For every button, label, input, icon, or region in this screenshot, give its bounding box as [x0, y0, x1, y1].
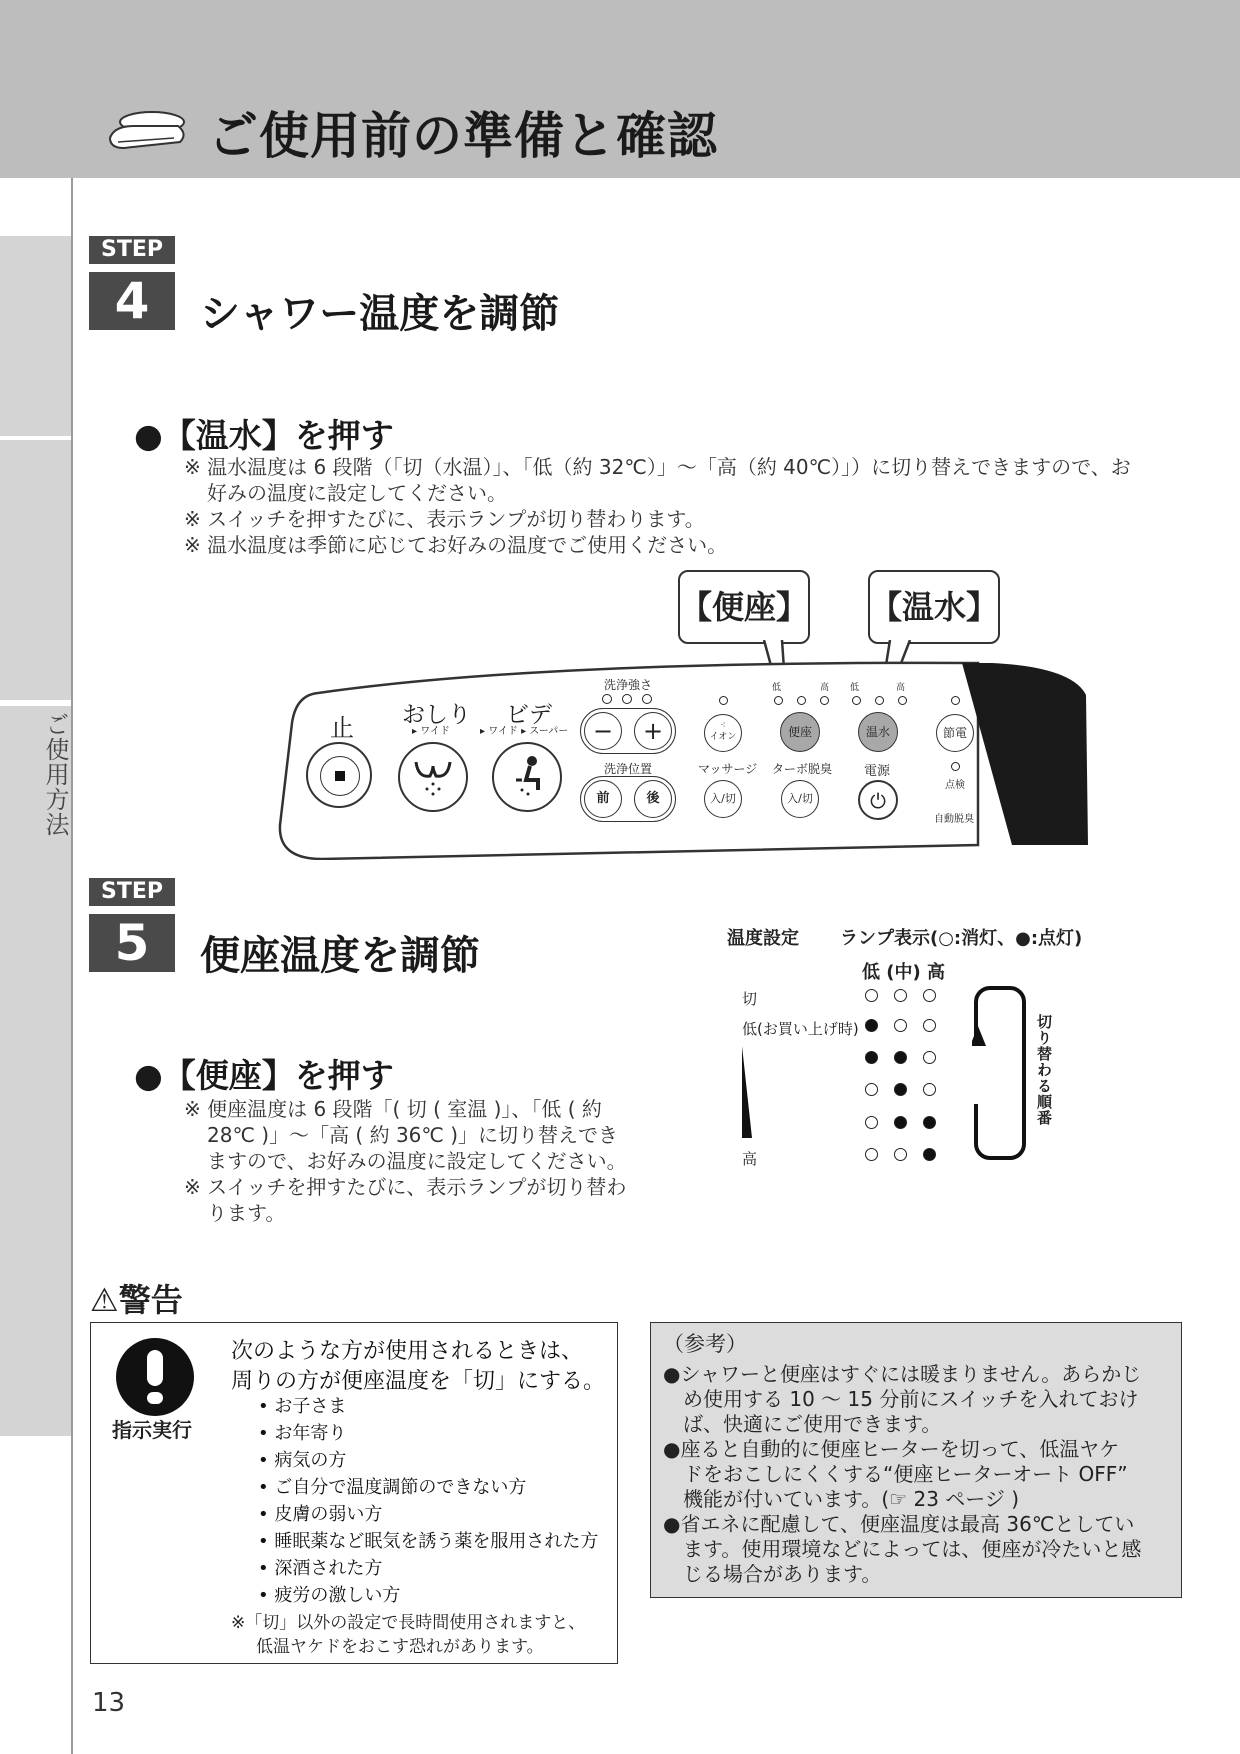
strength-lamp [642, 694, 652, 704]
lamp-display-header: ランプ表示(○:消灯、●:点灯) [840, 928, 1083, 949]
bidet-sub-label: ▸ ワイド ▸ スーパー [480, 726, 569, 737]
note-line: ※ スイッチを押すたびに、表示ランプが切り替わります。 [184, 507, 705, 531]
lamp-on [865, 1051, 878, 1064]
strength-minus-button[interactable]: − [584, 712, 622, 750]
turbo-button[interactable]: 入/切 [781, 780, 819, 818]
ion-icon: ⁖ [720, 721, 726, 731]
strength-lamp [622, 694, 632, 704]
row-label-low: 低(お買い上げ時) [742, 1020, 859, 1038]
lamp-off [865, 989, 878, 1002]
position-label: 洗浄位置 [604, 762, 653, 776]
reference-line: 機能が付いています。(☞ 23 ページ ) [663, 1487, 1020, 1511]
switch-order-label: 切り替わる順番 [1035, 1014, 1053, 1126]
lamp-off [865, 1083, 878, 1096]
note-line: ※ 温水温度は季節に応じてお好みの温度でご使用ください。 [184, 533, 728, 557]
onsui-lamp [898, 696, 907, 705]
reference-line: じる場合があります。 [663, 1562, 882, 1586]
warning-lead: 次のような方が使用されるときは、 [231, 1339, 584, 1364]
warning-note: 低温ヤケドをおこす恐れがあります。 [256, 1637, 544, 1657]
check-label: 点検 [945, 780, 965, 791]
benza-lamp [797, 696, 806, 705]
reference-line: ドをおこしにくくする“便座ヒーターオート OFF” [663, 1462, 1128, 1486]
lamp-on [894, 1116, 907, 1129]
strength-label: 洗浄強さ [604, 678, 653, 692]
lamp-off [923, 1051, 936, 1064]
lamp-off [894, 989, 907, 1002]
lamp-column-labels: 低 (中) 高 [862, 962, 945, 983]
benza-callout: 【便座】 [678, 570, 810, 644]
benza-high-label: 高 [820, 683, 830, 693]
power-icon: ⏻ [870, 789, 886, 813]
warning-list-item: • 皮膚の弱い方 [258, 1504, 383, 1525]
warning-list-item: • ご自分で温度調節のできない方 [258, 1477, 527, 1498]
note-line: ※ スイッチを押すたびに、表示ランプが切り替わ [184, 1175, 627, 1199]
note-line: ※ 温水温度は 6 段階（「切（水温）」、「低（約 32℃）」～「高（約 40℃）」）に切り替えできますので、お [184, 455, 1131, 479]
note-line: ※ 便座温度は 6 段階「( 切 ( 室温 )」、「低 ( 約 [184, 1097, 602, 1121]
step-number: 4 [89, 272, 175, 330]
lamp-on [923, 1116, 936, 1129]
step-title: 便座温度を調節 [200, 933, 480, 979]
strength-lamp [602, 694, 612, 704]
warning-title: ⚠警告 [90, 1281, 183, 1319]
lamp-off [923, 1019, 936, 1032]
warning-list-item: • 疲労の激しい方 [258, 1585, 401, 1606]
lamp-on [894, 1051, 907, 1064]
warning-list-item: • お年寄り [258, 1423, 347, 1444]
warning-list-item: • お子さま [258, 1396, 347, 1417]
onsui-high-label: 高 [896, 683, 906, 693]
oshiri-wash-icon [410, 756, 456, 798]
lamp-off [865, 1116, 878, 1129]
reference-line: ●シャワーと便座はすぐには暖まりません。あらかじ [663, 1362, 1142, 1386]
note-line: 好みの温度に設定してください。 [207, 481, 507, 505]
lamp-off [923, 1083, 936, 1096]
stop-icon [335, 771, 345, 781]
bidet-label: ビデ [506, 702, 552, 728]
reference-title: （参考） [663, 1332, 747, 1356]
side-tab [0, 440, 71, 700]
reference-line: ば、快適にご使用できます。 [663, 1412, 942, 1436]
page-number: 13 [92, 1688, 126, 1718]
oshiri-button[interactable] [398, 742, 468, 812]
lamp-on [865, 1019, 878, 1032]
onsui-button[interactable]: 温水 [858, 712, 898, 752]
warning-list-item: • 睡眠薬など眠気を誘う薬を服用された方 [258, 1531, 599, 1552]
power-label: 電源 [864, 764, 891, 779]
bidet-wash-icon [508, 754, 550, 800]
toilet-seat-icon [104, 108, 190, 156]
step-number: 5 [89, 914, 175, 972]
control-panel [272, 655, 1092, 860]
row-label-off: 切 [742, 990, 758, 1008]
lamp-off [923, 989, 936, 1002]
lamp-off [894, 1019, 907, 1032]
check-lamp [951, 762, 960, 771]
benza-low-label: 低 [772, 683, 782, 693]
bidet-button[interactable] [492, 742, 562, 812]
side-section-label: ご使用方法 [41, 712, 69, 837]
cycle-arrow [972, 984, 1032, 1164]
benza-lamp [774, 696, 783, 705]
onsui-low-label: 低 [850, 683, 860, 693]
reference-line: ●座ると自動的に便座ヒーターを切って、低温ヤケ [663, 1437, 1120, 1461]
lamp-off [894, 1148, 907, 1161]
lamp-on [894, 1083, 907, 1096]
reference-line: め使用する 10 ～ 15 分前にスイッチを入れておけ [663, 1387, 1139, 1411]
oshiri-label: おしり [402, 702, 471, 728]
increase-wedge [740, 1044, 762, 1140]
benza-button[interactable]: 便座 [780, 712, 820, 752]
onsui-lamp [852, 696, 861, 705]
row-label-high: 高 [742, 1150, 758, 1168]
ion-label: イオン [709, 732, 737, 742]
ion-button[interactable] [704, 714, 742, 752]
oshiri-sub-label: ▸ ワイド [412, 726, 450, 737]
note-line: ますので、お好みの温度に設定してください。 [207, 1149, 627, 1173]
step-instruction: ●【温水】を押す [134, 416, 394, 455]
benza-lamp [820, 696, 829, 705]
onsui-callout: 【温水】 [868, 570, 1000, 644]
side-tab [0, 236, 71, 436]
massage-label: マッサージ [698, 762, 758, 776]
strength-plus-button[interactable]: + [634, 712, 672, 750]
onsui-lamp [875, 696, 884, 705]
warning-note: ※「切」以外の設定で長時間使用されますと、 [231, 1613, 586, 1633]
lamp-on [923, 1148, 936, 1161]
note-line: ります。 [207, 1201, 286, 1225]
eco-lamp [951, 696, 960, 705]
reference-line: ●省エネに配慮して、便座温度は最高 36℃としてい [663, 1512, 1135, 1536]
eco-button[interactable]: 節電 [936, 714, 974, 752]
instruction-badge: 指示実行 [112, 1418, 192, 1442]
step-tag: STEP [89, 878, 175, 906]
step-title: シャワー温度を調節 [200, 291, 560, 337]
ion-lamp [719, 696, 728, 705]
warning-list-item: • 深酒された方 [258, 1558, 383, 1579]
temp-setting-header: 温度設定 [727, 928, 799, 949]
massage-button[interactable]: 入/切 [704, 780, 742, 818]
auto-deodor-label: 自動脱臭 [934, 814, 974, 825]
side-rule [71, 178, 73, 1754]
lamp-off [865, 1148, 878, 1161]
position-back-button[interactable]: 後 [634, 780, 672, 818]
exclamation-icon [116, 1338, 194, 1416]
reference-line: ます。使用環境などによっては、便座が冷たいと感 [663, 1537, 1142, 1561]
warning-list-item: • 病気の方 [258, 1450, 347, 1471]
note-line: 28℃ )」～「高 ( 約 36℃ )」に切り替えでき [207, 1123, 619, 1147]
page-title: ご使用前の準備と確認 [208, 107, 718, 165]
turbo-label: ターボ脱臭 [772, 762, 833, 776]
warning-lead: 周りの方が便座温度を「切」にする。 [231, 1369, 606, 1394]
position-front-button[interactable]: 前 [584, 780, 622, 818]
stop-label: 止 [330, 714, 354, 742]
power-button[interactable] [858, 780, 898, 820]
step-tag: STEP [89, 236, 175, 264]
stop-button[interactable] [306, 742, 372, 808]
step-instruction: ●【便座】を押す [134, 1056, 394, 1095]
